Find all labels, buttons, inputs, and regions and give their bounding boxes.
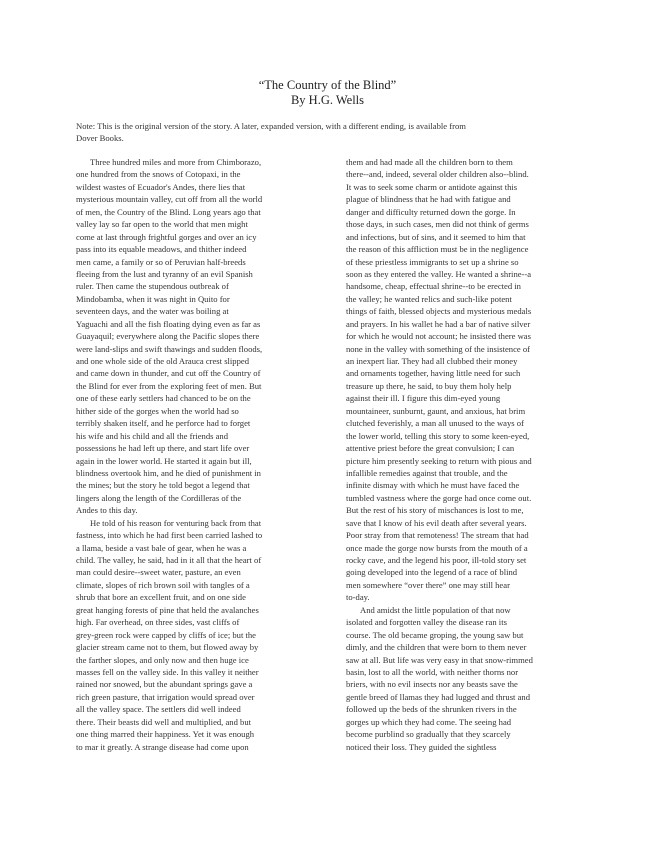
text-line: Poor stray from that remoteness! The stream that had (346, 530, 529, 541)
text-line: men somewhere “over there” one may still hear (346, 579, 510, 590)
text-line: one of these early settlers had chanced to be on the (76, 393, 251, 404)
text-line: fleeing from the lust and tyranny of an evil Spanish (76, 268, 253, 279)
right-text-column (346, 156, 596, 753)
text-line: basin, lost to all the world, with neither thorns nor (346, 666, 519, 677)
text-line: tumbled vastness where the gorge had once come out. (346, 492, 532, 503)
text-line: mysterious mountain valley, cut off from all the world (76, 194, 263, 205)
text-line: pass into its equable meadows, and thither indeed (76, 244, 247, 255)
text-line: lingers along the length of the Cordilleras of the (76, 492, 242, 503)
text-line: valley lay so far open to the world that men might (76, 219, 248, 230)
text-line: an inexpert liar. They had all clubbed their money (346, 356, 518, 366)
text-line: gentle breed of llamas they had lugged and thrust and (346, 691, 530, 702)
text-line: masses fell on the valley side. In this valley it neither (76, 666, 259, 677)
text-line: child. The valley, he said, had in it all that the heart of (76, 555, 262, 565)
text-line: one thing marred their happiness. Yet it was enough (76, 729, 255, 740)
text-line: the Blind for ever from the exploring feet of men. But (76, 380, 262, 391)
text-line: one hundred from the snows of Cotopaxi, in the (76, 169, 241, 180)
text-line: were land-slips and swift thawings and sudden floods, (76, 343, 263, 354)
text-line: wildest wastes of Ecuador's Andes, there lies that (76, 181, 246, 192)
text-line: men came, a family or so of Peruvian half-breeds (76, 256, 246, 267)
text-line: the lower world, telling this story to some keen-eyed, (346, 430, 530, 441)
text-line: and ornaments together, having little need for such (346, 368, 521, 379)
text-line: rich green pasture, that irrigation would spread over (76, 691, 255, 702)
text-line: there. Their beasts did well and multiplied, and but (76, 716, 252, 727)
text-line: treasure up there, he said, to buy them holy help (346, 380, 512, 391)
text-line: his wife and his child and all the friends and (76, 430, 229, 441)
text-line: noticed their loss. They guided the sightless (346, 741, 497, 752)
text-line: ruler. Then came the stupendous outbreak of (76, 281, 229, 292)
text-line: rocky cave, and the legend his poor, ill-told story set (346, 555, 527, 565)
text-line: grey-green rock were capped by cliffs of ice; but the (76, 629, 256, 640)
text-line: Mindobamba, when it was night in Quito for (76, 293, 230, 304)
text-line: once made the gorge now bursts from the mouth of a (346, 542, 528, 553)
text-line: them and had made all the children born to them (346, 157, 513, 167)
text-line: He told of his reason for venturing back from that (90, 517, 262, 528)
text-line: to mar it greatly. A strange disease had come upon (76, 741, 249, 752)
text-line: the farther slopes, and only now and then huge ice (76, 654, 249, 665)
text-line: going developed into the legend of a race of blind (346, 567, 518, 578)
text-line: things of faith, blessed objects and mysterious medals (346, 306, 532, 317)
text-line: Yaguachi and all the fish floating dying even as far as (76, 318, 261, 329)
text-line: handsome, cheap, effectual shrine--to be erected in (346, 281, 521, 292)
text-line: shrub that bore an excellent fruit, and on one side (76, 592, 246, 603)
text-line: attentive priest before the great convulsion; I can (346, 443, 515, 454)
text-line: danger and difficulty returned down the gorge. In (346, 206, 516, 217)
text-line: infallible remedies against that trouble, and the (346, 467, 508, 478)
story-title: “The Country of the Blind” (258, 78, 397, 92)
text-line: and came down in thunder, and cut off the Country of (76, 368, 261, 379)
text-line: possessions he had left up there, and start life over (76, 443, 250, 454)
text-line: course. The old became groping, the young saw but (346, 629, 524, 640)
text-line: great hanging forests of pine that held the avalanches (76, 604, 259, 615)
note-line: Note: This is the original version of the story. A later, expanded version, with a different ending, is available from (76, 121, 466, 131)
text-line: of these priestless immigrants to set up a shrine so (346, 256, 519, 267)
text-line: seventeen days, and the water was boiling at (76, 306, 229, 317)
text-line: gorges up which they had come. The seeing had (346, 716, 512, 727)
text-line: And amidst the little population of that now (360, 604, 511, 615)
text-line: climate, slopes of rich brown soil with tangles of a (76, 579, 250, 590)
text-line: man could desire--sweet water, pasture, an even (76, 567, 241, 578)
text-line: all the valley space. The settlers did well indeed (76, 704, 241, 715)
text-line: soon as they entered the valley. He wanted a shrine--a (346, 268, 532, 279)
text-line: mountaineer, sunburnt, gaunt, and anxious, hat brim (346, 405, 526, 416)
text-line: none in the valley with something of the insistence of (346, 343, 531, 354)
text-line: terribly shaken itself, and he perforce had to forget (76, 418, 251, 429)
text-line: a llama, beside a vast bale of gear, when he was a (76, 542, 247, 553)
text-line: and infections, but of sins, and it seemed to him that (346, 231, 526, 242)
text-line: dimly, and the children that were born to them never (346, 642, 527, 653)
text-line: and one whole side of the old Arauca crest slipped (76, 356, 250, 366)
text-line: It was to seek some charm or antidote against this (346, 181, 518, 192)
text-line: the mines; but the story he told begot a legend that (76, 480, 250, 491)
text-line: blindness overtook him, and he died of punishment in (76, 467, 261, 478)
text-line: there--and, indeed, several older children also--blind. (346, 169, 529, 180)
author-byline: By H.G. Wells (290, 93, 365, 107)
editor-note (76, 120, 596, 145)
text-line: to-day. (346, 592, 370, 603)
text-line: for which he would not account; he insisted there was (346, 331, 531, 342)
text-line: become purblind so gradually that they scarcely (346, 729, 511, 740)
text-line: rained nor snowed, but the abundant springs gave a (76, 679, 253, 690)
note-line: Dover Books. (76, 133, 124, 144)
text-line: come at last through frightful gorges and over an icy (76, 231, 257, 242)
text-line: Andes to this day. (76, 505, 138, 516)
text-line: plague of blindness that he had with fatigue and (346, 194, 511, 205)
text-line: isolated and forgotten valley the disease ran its (346, 617, 507, 628)
text-line: of men, the Country of the Blind. Long years ago that (76, 206, 261, 217)
text-line: saw at all. But life was very easy in that snow-rimmed (346, 654, 533, 665)
text-line: again in the lower world. He started it again but ill, (76, 455, 252, 466)
text-line: infinite dismay with which he must have faced the (346, 480, 520, 491)
text-line: Guayaquil; everywhere along the Pacific slopes there (76, 331, 260, 342)
text-line: high. Far overhead, on three sides, vast cliffs of (76, 617, 240, 628)
text-line: hither side of the gorges when the world had so (76, 405, 239, 416)
text-line: picture him presently seeking to return with pious and (346, 455, 532, 466)
text-line: the reason of this affliction must be in the negligence (346, 244, 529, 255)
text-line: save that I know of his evil death after several years. (346, 517, 527, 528)
text-line: and prayers. In his wallet he had a bar of native silver (346, 318, 531, 329)
text-line: followed up the beds of the shrunken rivers in the (346, 704, 517, 715)
text-line: briers, with no evil insects nor any beasts save the (346, 679, 518, 690)
text-line: glacier stream came not to them, but flowed away by (76, 642, 259, 653)
text-line: fastness, into which he had first been carried lashed to (76, 530, 263, 541)
text-line: But the rest of his story of mischances is lost to me, (346, 505, 524, 516)
text-line: those days, in such cases, men did not think of germs (346, 219, 529, 230)
text-line: Three hundred miles and more from Chimborazo, (90, 157, 262, 167)
left-text-column (76, 156, 326, 753)
text-line: against their ill. I figure this dim-eyed young (346, 393, 501, 404)
text-line: clutched feverishly, a man all unused to the ways of (346, 418, 524, 429)
text-line: the valley; he wanted relics and such-like potent (346, 293, 512, 304)
